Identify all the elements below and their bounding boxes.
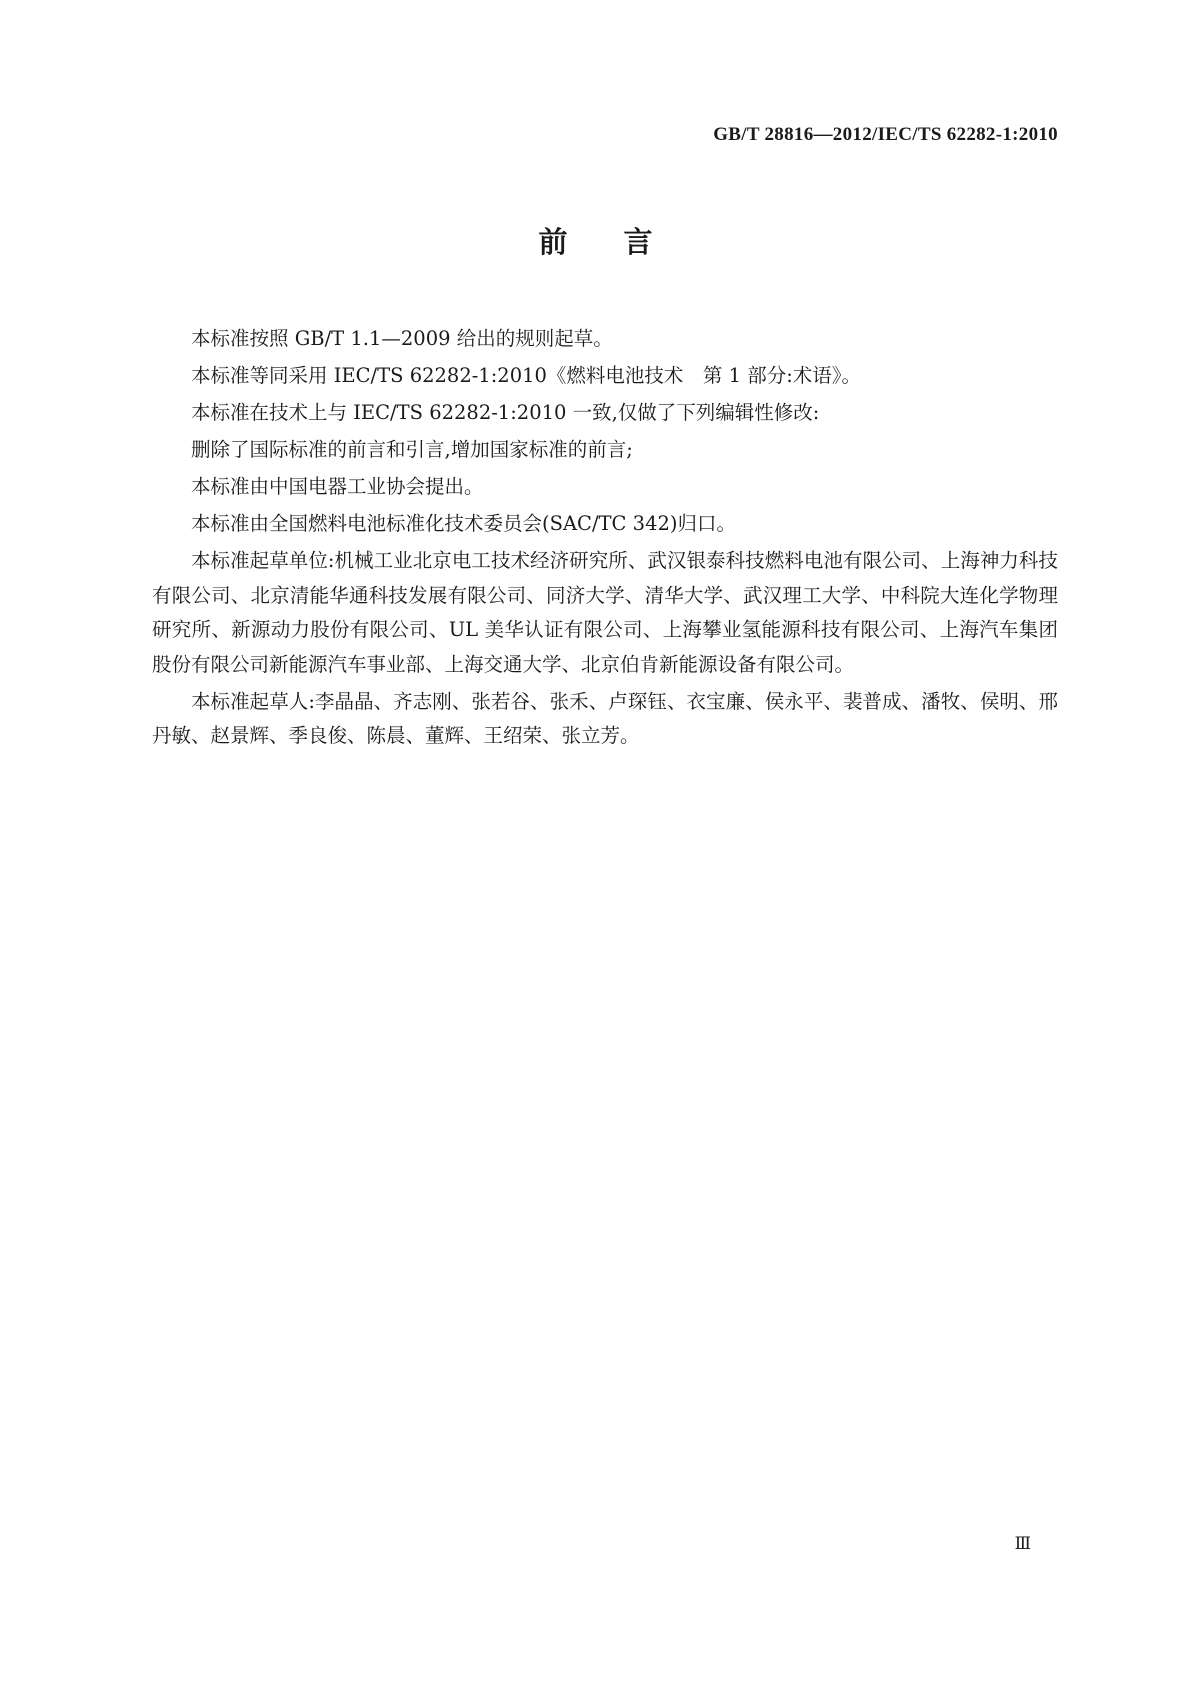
paragraph-drafting-units: 本标准起草单位:机械工业北京电工技术经济研究所、武汉银泰科技燃料电池有限公司、上海神力科技有限公司、北京清能华通科技发展有限公司、同济大学、清华大学、武汉理工大学、中科院大连化学物理研究所、新源动力股份有限公司、UL 美华认证有限公司、上海攀业氢能源科技有限公司、上海汽车集团股份有限公司新能源汽车事业部、上海交通大学、北京伯肯新能源设备有限公司。 xyxy=(152,549,1058,676)
page-number: Ⅲ xyxy=(1014,1534,1030,1553)
paragraph-proposed-by: 本标准由中国电器工业协会提出。 xyxy=(191,475,484,498)
paragraph-editorial-change: 删除了国际标准的前言和引言,增加国家标准的前言; xyxy=(191,438,633,461)
paragraph-adoption: 本标准等同采用 IEC/TS 62282-1:2010《燃料电池技术 第 1 部分:术语》。 xyxy=(191,364,862,387)
paragraph-under-jurisdiction: 本标准由全国燃料电池标准化技术委员会(SAC/TC 342)归口。 xyxy=(191,512,736,535)
page-title: 前言 xyxy=(538,225,709,259)
paragraph-drafters: 本标准起草人:李晶晶、齐志刚、张若谷、张禾、卢琛钰、衣宝廉、侯永平、裴普成、潘牧、侯明、邢丹敏、赵景辉、季良俊、陈晨、董辉、王绍荣、张立芳。 xyxy=(152,689,1058,747)
paragraph-technical-consistency: 本标准在技术上与 IEC/TS 62282-1:2010 一致,仅做了下列编辑性修改: xyxy=(191,401,820,424)
foreword-body xyxy=(152,322,1058,756)
paragraph-drafting-rules: 本标准按照 GB/T 1.1—2009 给出的规则起草。 xyxy=(191,327,613,350)
standard-code-header: GB/T 28816—2012/IEC/TS 62282-1:2010 xyxy=(713,124,1058,145)
